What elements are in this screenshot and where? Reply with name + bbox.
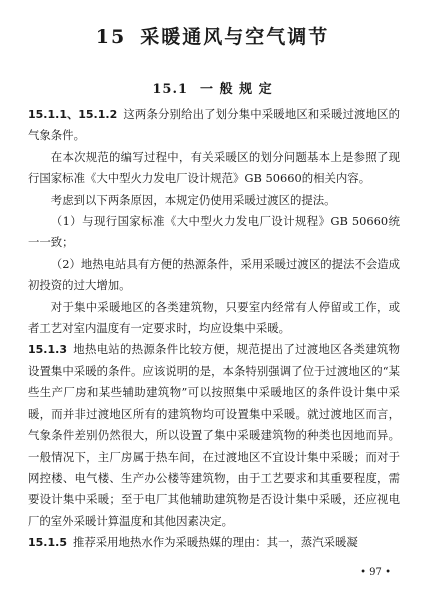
section-number: 15.1 bbox=[152, 82, 189, 97]
paragraph-text: 推荐采用地热水作为采暖热媒的理由：其一，蒸汽采暖凝 bbox=[72, 535, 358, 550]
paragraph bbox=[28, 147, 400, 190]
paragraph-text: （1）与现行国家标准《大中型火力发电厂设计规程》GB 50660统一一致； bbox=[28, 214, 400, 250]
section-title bbox=[0, 78, 425, 97]
paragraph-text: 地热电站的热源条件比较方便，规范提出了过渡地区各类建筑物设置集中采暖的条件。应该说明的是，本条特别强调了位于过渡地区的“某些生产厂房和某些辅助建筑物”可以按照集中采暖地区的条件设计集中采暖，而并非过渡地区所有的建筑物均可设置集中采暖。就过渡地区而言，气象条件差别仍然很大，所以设置了集中采暖建筑物的种类也因地而异。一般情况下，主厂房属于热车间，在过渡地区不宜设计集中采暖；而对于网控楼、电气楼、生产办公楼等建筑物，由于工艺要求和其重要程度，需要设计集中采暖；至于电厂其他辅助建筑物是否设计集中采暖，还应视电厂的室外采暖计算温度和其他因素决定。 bbox=[28, 342, 400, 528]
paragraph bbox=[28, 254, 400, 297]
paragraph bbox=[28, 190, 400, 211]
paragraph-text: 在本次规范的编写过程中，有关采暖区的划分问题基本上是参照了现行国家标准《大中型火力发电厂设计规范》GB 50660的相关内容。 bbox=[28, 149, 400, 186]
chapter-number: 15 bbox=[95, 26, 127, 48]
clause-number: 15.1.5 bbox=[28, 536, 67, 550]
paragraph bbox=[28, 104, 400, 147]
paragraph bbox=[28, 211, 400, 254]
chapter-name: 采暖通风与空气调节 bbox=[140, 26, 330, 48]
paragraph bbox=[28, 339, 400, 532]
paragraph-text: 对于集中采暖地区的各类建筑物，只要室内经常有人停留或工作，或者工艺对室内温度有一定要求时，均应设集中采暖。 bbox=[28, 299, 400, 336]
paragraph-text: （2）地热电站具有方便的热源条件，采用采暖过渡区的提法不会造成初投资的过大增加。 bbox=[28, 256, 400, 293]
paragraph-text: 考虑到以下两条原因，本规定仍使用采暖过渡区的提法。 bbox=[50, 192, 336, 207]
page-number: • 97 • bbox=[360, 567, 391, 578]
paragraph bbox=[28, 532, 400, 553]
clause-number: 15.1.3 bbox=[28, 343, 67, 357]
body-text bbox=[28, 104, 400, 554]
clause-number: 15.1.1、15.1.2 bbox=[28, 108, 118, 121]
section-name: 一 般 规 定 bbox=[200, 82, 273, 97]
chapter-title bbox=[0, 22, 425, 49]
paragraph-text: 这两条分别给出了划分集中采暖地区和采暖过渡地区的气象条件。 bbox=[28, 107, 400, 143]
paragraph bbox=[28, 297, 400, 340]
